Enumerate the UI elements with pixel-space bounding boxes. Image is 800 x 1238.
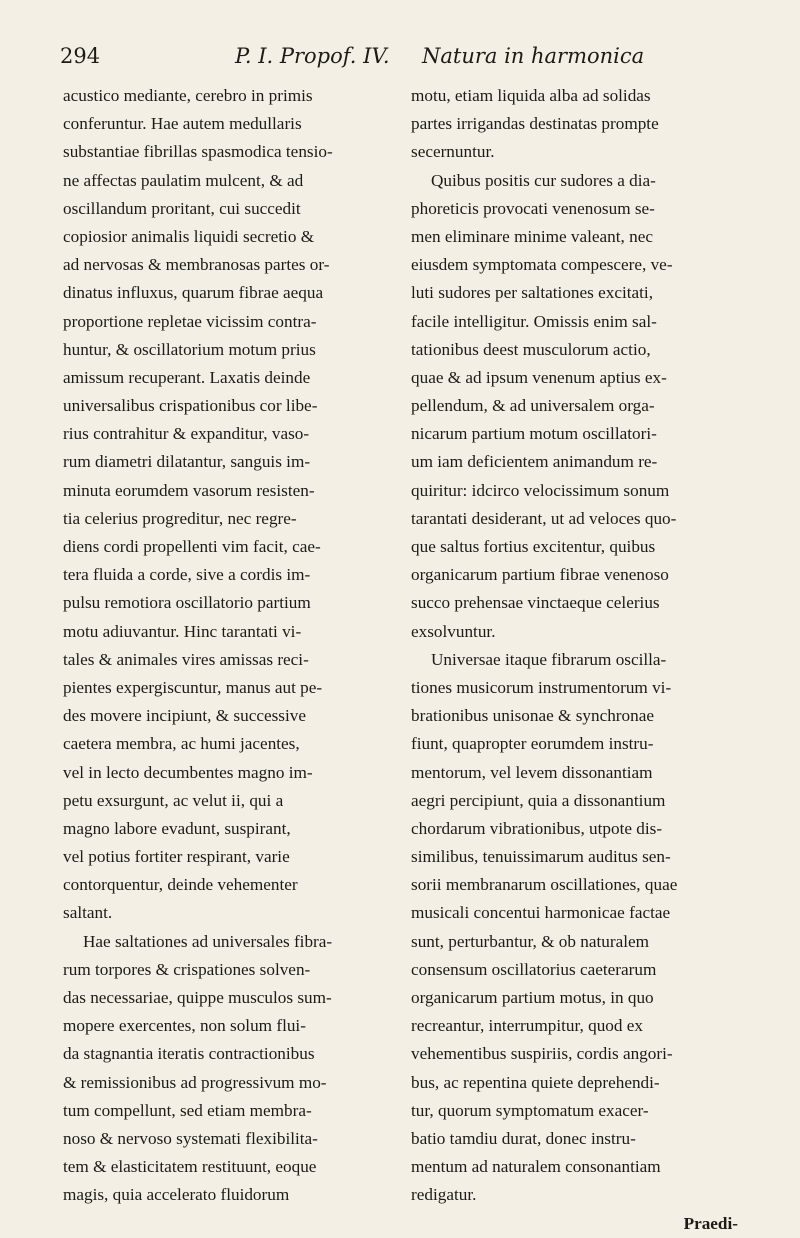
text-line: tia celerius progreditur, nec regre-: [63, 508, 297, 528]
running-header: [60, 44, 760, 78]
text-line: substantiae fibrillas spasmodica tensio-: [63, 142, 333, 162]
text-line: motu adiuvantur. Hinc tarantati vi-: [63, 621, 302, 641]
left-text-column: [63, 82, 393, 1210]
text-line: quiritur: idcirco velocissimum sonum: [411, 480, 670, 500]
text-line: saltant.: [63, 903, 113, 923]
text-line: mentorum, vel levem dissonantiam: [411, 762, 653, 782]
text-line: secernuntur.: [411, 142, 495, 162]
section-reference: P. I. Propof. IV.: [235, 44, 390, 68]
text-line: organicarum partium motus, in quo: [411, 988, 654, 1007]
text-line: diens cordi propellenti vim facit, cae-: [63, 537, 321, 556]
text-line: ad nervosas & membranosas partes or-: [63, 255, 330, 275]
text-line: pellendum, & ad universalem orga-: [411, 396, 655, 416]
text-line: um iam deficientem animandum re-: [411, 452, 658, 472]
text-line: eiusdem symptomata compescere, ve-: [411, 255, 673, 275]
text-line: recreantur, interrumpitur, quod ex: [411, 1016, 643, 1036]
text-line: tera fluida a corde, sive a cordis im-: [63, 565, 311, 585]
text-line: vel potius fortiter respirant, varie: [63, 847, 290, 867]
text-line: chordarum vibrationibus, utpote dis-: [411, 818, 663, 838]
text-line: oscillandum proritant, cui succedit: [63, 198, 301, 218]
text-line: motu, etiam liquida alba ad solidas: [411, 86, 651, 105]
text-line: mentum ad naturalem consonantiam: [411, 1157, 661, 1177]
text-line: Hae saltationes ad universales fibra-: [83, 931, 333, 951]
text-line: facile intelligitur. Omissis enim sal-: [411, 311, 657, 331]
right-text-column: [411, 82, 756, 1238]
text-line: sunt, perturbantur, & ob naturalem: [411, 931, 649, 951]
text-line: da stagnantia iteratis contractionibus: [63, 1044, 315, 1064]
text-line: brationibus unisonae & synchronae: [411, 706, 654, 726]
text-line: minuta eorumdem vasorum resisten-: [63, 480, 315, 500]
text-line: batio tamdiu durat, donec instru-: [411, 1128, 636, 1148]
text-line: aegri percipiunt, quia a dissonantium: [411, 790, 666, 810]
text-line: tationibus deest musculorum actio,: [411, 339, 651, 359]
text-line: noso & nervoso systemati flexibilita-: [63, 1128, 318, 1148]
text-line: tarantati desiderant, ut ad veloces quo-: [411, 508, 677, 528]
text-line: Quibus positis cur sudores a dia-: [431, 170, 656, 190]
text-line: men eliminare minime valeant, nec: [411, 226, 653, 246]
text-line: nicarum partium motum oscillatori-: [411, 424, 657, 444]
text-line: quae & ad ipsum venenum aptius ex-: [411, 367, 667, 387]
text-line: amissum recuperant. Laxatis deinde: [63, 367, 311, 387]
text-line: das necessariae, quippe musculos sum-: [63, 988, 332, 1007]
text-line: proportione repletae vicissim contra-: [63, 311, 317, 331]
text-line: succo prehensae vinctaeque celerius: [411, 593, 660, 613]
text-line: tur, quorum symptomatum exacer-: [411, 1100, 649, 1120]
text-line: que saltus fortius excitentur, quibus: [411, 537, 656, 556]
text-line: tales & animales vires amissas reci-: [63, 649, 309, 669]
text-line: conferuntur. Hae autem medullaris: [63, 114, 302, 134]
text-line: similibus, tenuissimarum auditus sen-: [411, 847, 671, 867]
text-line: Universae itaque fibrarum oscilla-: [431, 649, 667, 669]
text-line: magno labore evadunt, suspirant,: [63, 818, 291, 838]
text-line: huntur, & oscillatorium motum prius: [63, 339, 316, 359]
text-line: sorii membranarum oscillationes, quae: [411, 875, 678, 895]
text-line: acustico mediante, cerebro in primis: [63, 86, 313, 105]
text-line: universalibus crispationibus cor libe-: [63, 396, 318, 416]
page-number: 294: [60, 44, 101, 68]
text-line: ne affectas paulatim mulcent, & ad: [63, 170, 304, 190]
text-line: fiunt, quapropter eorumdem instru-: [411, 734, 654, 754]
text-line: rius contrahitur & expanditur, vaso-: [63, 424, 310, 444]
text-line: vehementibus suspiriis, cordis angori-: [411, 1044, 673, 1064]
text-line: pulsu remotiora oscillatorio partium: [63, 593, 311, 613]
text-line: petu exsurgunt, ac velut ii, qui a: [63, 790, 284, 810]
text-line: tiones musicorum instrumentorum vi-: [411, 677, 672, 697]
text-line: & remissionibus ad progressivum mo-: [63, 1072, 327, 1092]
text-line: consensum oscillatorius caeterarum: [411, 959, 657, 979]
text-line: contorquentur, deinde vehementer: [63, 875, 298, 895]
text-line: redigatur.: [411, 1185, 477, 1205]
text-line: bus, ac repentina quiete deprehendi-: [411, 1072, 660, 1092]
text-line: rum torpores & crispationes solven-: [63, 959, 311, 979]
text-line: magis, quia accelerato fluidorum: [63, 1185, 290, 1205]
text-line: caetera membra, ac humi jacentes,: [63, 734, 300, 754]
catchword: Praedi-: [683, 1213, 738, 1233]
text-line: organicarum partium fibrae venenoso: [411, 565, 669, 585]
running-title: Natura in harmonica: [422, 44, 645, 68]
text-line: des movere incipiunt, & successive: [63, 706, 306, 726]
text-line: luti sudores per saltationes excitati,: [411, 283, 653, 303]
text-line: phoreticis provocati venenosum se-: [411, 198, 655, 218]
text-line: tum compellunt, sed etiam membra-: [63, 1100, 312, 1120]
text-line: mopere exercentes, non solum flui-: [63, 1016, 306, 1036]
text-line: tem & elasticitatem restituunt, eoque: [63, 1157, 317, 1177]
text-line: rum diametri dilatantur, sanguis im-: [63, 452, 311, 472]
text-line: dinatus influxus, quarum fibrae aequa: [63, 283, 324, 303]
text-line: copiosior animalis liquidi secretio &: [63, 226, 315, 246]
text-line: musicali concentui harmonicae factae: [411, 903, 671, 923]
text-line: pientes expergiscuntur, manus aut pe-: [63, 677, 323, 697]
text-line: partes irrigandas destinatas prompte: [411, 114, 659, 134]
text-line: vel in lecto decumbentes magno im-: [63, 762, 313, 782]
text-line: exsolvuntur.: [411, 621, 496, 641]
